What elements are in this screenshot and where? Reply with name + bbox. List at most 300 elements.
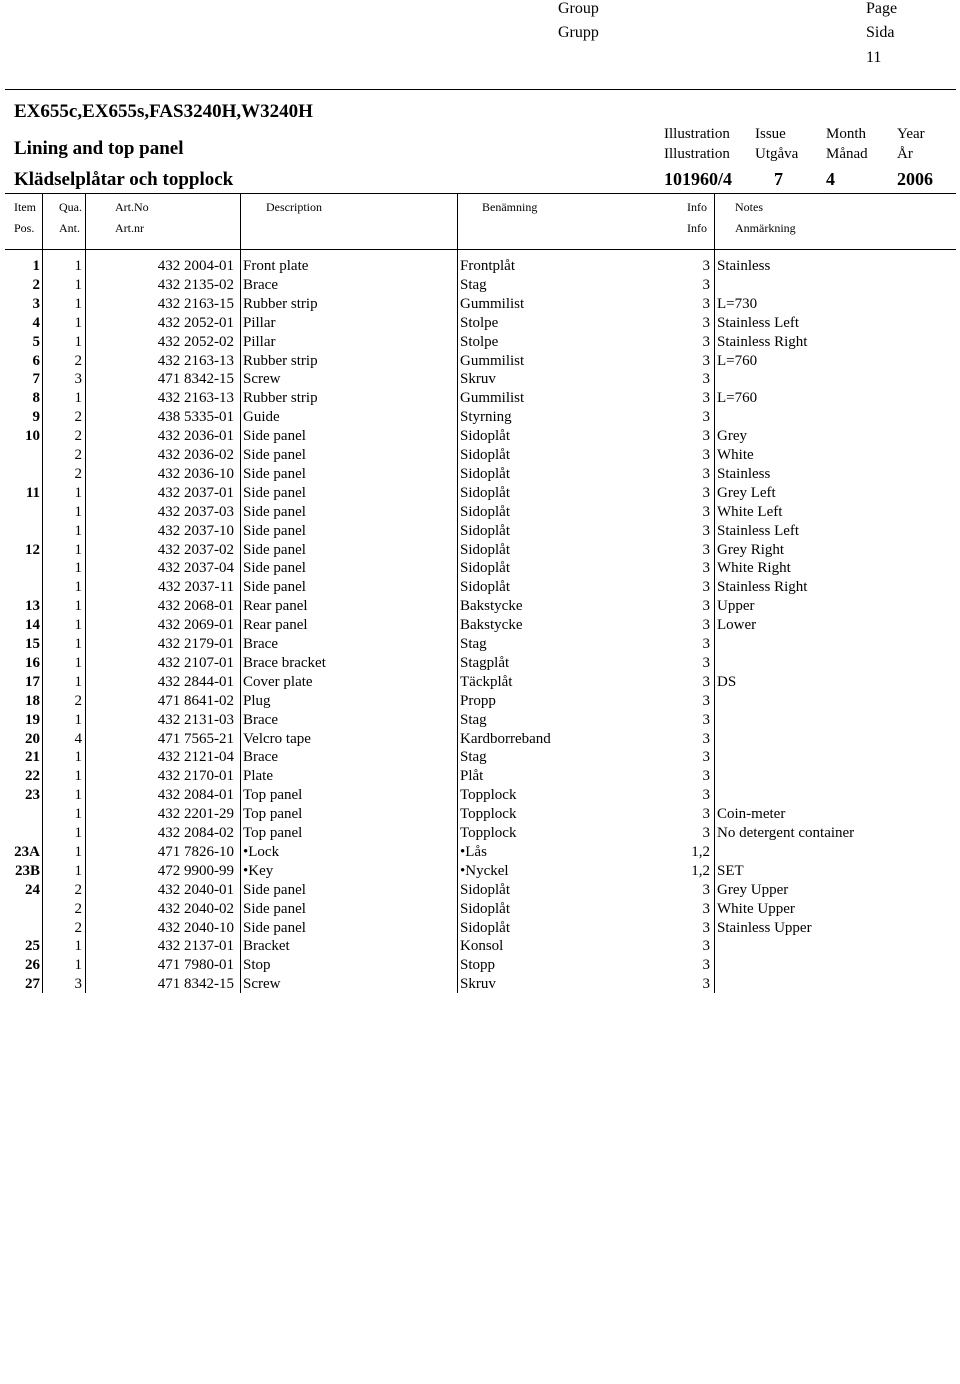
benamning-cell: Sidoplåt <box>460 503 511 520</box>
benamning-cell: Frontplåt <box>460 258 515 274</box>
notes-cell: White Left <box>717 503 783 520</box>
issue-value: 7 <box>774 169 783 189</box>
info-cell: 3 <box>702 938 710 955</box>
group-label-sv: Grupp <box>558 24 599 41</box>
article-number-cell: 432 2004-01 <box>157 258 234 274</box>
title-swedish: Klädselplåtar och topplock <box>14 169 234 190</box>
article-number-cell: 471 8641-02 <box>157 692 234 709</box>
description-cell: Top panel <box>243 806 303 823</box>
position-cell: 20 <box>25 730 40 747</box>
article-number-cell: 432 2084-02 <box>157 825 234 841</box>
description-cell: Side panel <box>243 541 306 558</box>
description-cell: Rubber strip <box>243 390 318 407</box>
page-label-sv: Sida <box>866 24 895 41</box>
table-row <box>0 333 960 352</box>
model-list: EX655c,EX655s,FAS3240H,W3240H <box>14 101 313 122</box>
quantity-cell: 1 <box>74 825 82 841</box>
article-number-cell: 438 5335-01 <box>157 409 234 426</box>
position-cell: 17 <box>25 673 40 690</box>
notes-cell: Stainless Right <box>717 579 808 596</box>
benamning-cell: Gummilist <box>460 390 525 407</box>
benamning-cell: Stolpe <box>460 314 499 331</box>
benamning-cell: Sidoplåt <box>460 447 511 463</box>
benamning-cell: Skruv <box>460 976 496 993</box>
notes-cell: Stainless Upper <box>717 919 812 936</box>
position-cell: 4 <box>32 314 40 331</box>
table-row <box>0 711 960 730</box>
position-cell: 16 <box>25 654 40 671</box>
quantity-cell: 1 <box>74 768 82 785</box>
description-cell: Pillar <box>243 314 276 331</box>
quantity-cell: 3 <box>74 371 82 388</box>
issue-label: Issue <box>755 126 786 142</box>
article-number-cell: 432 2037-04 <box>157 560 234 577</box>
info-cell: 3 <box>702 617 710 634</box>
article-number-cell: 432 2163-13 <box>157 390 234 407</box>
quantity-cell: 1 <box>74 522 82 539</box>
article-number-cell: 471 7826-10 <box>157 843 234 860</box>
benamning-cell: Sidoplåt <box>460 465 511 482</box>
info-cell: 3 <box>702 768 710 785</box>
article-number-cell: 432 2036-02 <box>157 447 234 463</box>
table-row <box>0 900 960 919</box>
quantity-cell: 1 <box>74 541 82 558</box>
description-cell: Brace <box>243 276 278 293</box>
article-number-cell: 471 8342-15 <box>157 976 234 993</box>
description-cell: •Key <box>243 862 274 879</box>
info-cell: 3 <box>702 503 710 520</box>
quantity-cell: 1 <box>74 749 82 766</box>
header-top-rule <box>5 89 956 90</box>
description-cell: Brace <box>243 636 278 652</box>
article-number-cell: 432 2037-10 <box>157 522 234 539</box>
page-label: Page <box>866 0 898 17</box>
article-number-cell: 432 2037-01 <box>157 484 234 501</box>
quantity-cell: 2 <box>74 428 82 445</box>
benamning-cell: Sidoplåt <box>460 484 511 501</box>
position-cell: 1 <box>32 258 40 274</box>
benamning-cell: Gummilist <box>460 352 525 369</box>
position-cell: 5 <box>32 333 40 350</box>
description-cell: Rubber strip <box>243 295 318 312</box>
info-cell: 3 <box>702 579 710 596</box>
title-english: Lining and top panel <box>14 138 184 159</box>
benamning-cell: Sidoplåt <box>460 900 511 917</box>
benamning-cell: Kardborreband <box>460 730 551 747</box>
article-number-cell: 471 8342-15 <box>157 371 234 388</box>
illustration-label: Illustration <box>664 126 730 142</box>
year-label-sv: År <box>897 146 913 162</box>
benamning-cell: Sidoplåt <box>460 881 511 898</box>
quantity-cell: 1 <box>74 806 82 823</box>
table-row <box>0 843 960 862</box>
quantity-cell: 2 <box>74 881 82 898</box>
info-cell: 3 <box>702 900 710 917</box>
position-cell: 2 <box>32 276 40 293</box>
col-item: Item <box>14 200 36 214</box>
table-row <box>0 975 960 994</box>
table-row <box>0 748 960 767</box>
table-row <box>0 276 960 295</box>
table-row <box>0 881 960 900</box>
quantity-cell: 1 <box>74 276 82 293</box>
table-row <box>0 257 960 276</box>
notes-cell: DS <box>717 673 737 690</box>
position-cell: 21 <box>25 749 40 766</box>
table-row <box>0 956 960 975</box>
group-label: Group <box>558 0 599 17</box>
table-row <box>0 937 960 956</box>
description-cell: Plate <box>243 768 273 785</box>
article-number-cell: 432 2040-02 <box>157 900 234 917</box>
notes-cell: L=730 <box>717 295 758 312</box>
table-row <box>0 597 960 616</box>
article-number-cell: 432 2037-02 <box>157 541 234 558</box>
description-cell: Brace <box>243 749 278 766</box>
info-cell: 3 <box>702 428 710 445</box>
benamning-cell: Sidoplåt <box>460 522 511 539</box>
article-number-cell: 432 2040-10 <box>157 919 234 936</box>
info-cell: 3 <box>702 314 710 331</box>
quantity-cell: 1 <box>74 862 82 879</box>
notes-cell: Grey Upper <box>717 881 789 898</box>
illustration-value: 101960/4 <box>664 169 733 189</box>
article-number-cell: 432 2040-01 <box>157 881 234 898</box>
article-number-cell: 471 7565-21 <box>157 730 234 747</box>
article-number-cell: 432 2131-03 <box>157 711 234 728</box>
description-cell: Front plate <box>243 258 309 274</box>
info-cell: 3 <box>702 692 710 709</box>
article-number-cell: 432 2068-01 <box>157 598 234 615</box>
article-number-cell: 432 2121-04 <box>157 749 234 766</box>
benamning-cell: Topplock <box>460 825 517 841</box>
col-notes-sv: Anmärkning <box>735 221 796 235</box>
benamning-cell: Topplock <box>460 806 517 823</box>
table-row <box>0 484 960 503</box>
info-cell: 3 <box>702 806 710 823</box>
table-row <box>0 654 960 673</box>
table-row <box>0 352 960 371</box>
benamning-cell: Stag <box>460 636 487 652</box>
notes-cell: White <box>717 447 754 463</box>
col-artno: Art.No <box>115 200 149 214</box>
description-cell: Side panel <box>243 428 306 445</box>
quantity-cell: 2 <box>74 447 82 463</box>
table-row <box>0 730 960 749</box>
benamning-cell: Stag <box>460 749 487 766</box>
notes-cell: Stainless Right <box>717 333 808 350</box>
table-row <box>0 692 960 711</box>
article-number-cell: 432 2163-15 <box>157 295 234 312</box>
benamning-cell: Stopp <box>460 957 496 974</box>
description-cell: Side panel <box>243 447 306 463</box>
description-cell: Cover plate <box>243 673 313 690</box>
table-row <box>0 673 960 692</box>
article-number-cell: 432 2084-01 <box>157 787 234 804</box>
description-cell: Top panel <box>243 825 303 841</box>
article-number-cell: 432 2170-01 <box>157 768 234 785</box>
quantity-cell: 1 <box>74 957 82 974</box>
info-cell: 3 <box>702 541 710 558</box>
position-cell: 12 <box>25 541 40 558</box>
info-cell: 1,2 <box>691 843 710 860</box>
quantity-cell: 1 <box>74 484 82 501</box>
quantity-cell: 1 <box>74 636 82 652</box>
title-bottom-rule <box>5 193 956 194</box>
position-cell: 8 <box>32 390 40 407</box>
quantity-cell: 4 <box>74 730 82 747</box>
description-cell: Side panel <box>243 579 306 596</box>
position-cell: 9 <box>32 409 40 426</box>
quantity-cell: 1 <box>74 938 82 955</box>
notes-cell: Grey Right <box>717 541 785 558</box>
col-ant: Ant. <box>59 221 80 235</box>
month-label-sv: Månad <box>826 146 868 162</box>
info-cell: 3 <box>702 465 710 482</box>
description-cell: Side panel <box>243 919 306 936</box>
info-cell: 3 <box>702 352 710 369</box>
description-cell: Top panel <box>243 787 303 804</box>
table-row <box>0 578 960 597</box>
quantity-cell: 2 <box>74 352 82 369</box>
table-row <box>0 370 960 389</box>
benamning-cell: Stagplåt <box>460 654 510 671</box>
table-row <box>0 616 960 635</box>
position-cell: 23B <box>14 862 40 879</box>
col-info: Info <box>687 200 707 214</box>
benamning-cell: Propp <box>460 692 496 709</box>
description-cell: Rear panel <box>243 598 308 615</box>
notes-cell: Stainless Left <box>717 314 800 331</box>
quantity-cell: 1 <box>74 654 82 671</box>
col-qua: Qua. <box>59 200 82 214</box>
info-cell: 3 <box>702 560 710 577</box>
notes-cell: Stainless <box>717 465 771 482</box>
info-cell: 3 <box>702 333 710 350</box>
quantity-cell: 2 <box>74 900 82 917</box>
table-row <box>0 427 960 446</box>
table-row <box>0 786 960 805</box>
quantity-cell: 1 <box>74 333 82 350</box>
position-cell: 25 <box>25 938 40 955</box>
info-cell: 3 <box>702 409 710 426</box>
info-cell: 3 <box>702 787 710 804</box>
description-cell: Side panel <box>243 465 306 482</box>
quantity-cell: 1 <box>74 258 82 274</box>
quantity-cell: 1 <box>74 617 82 634</box>
benamning-cell: Stag <box>460 711 487 728</box>
quantity-cell: 1 <box>74 711 82 728</box>
description-cell: Side panel <box>243 503 306 520</box>
benamning-cell: Sidoplåt <box>460 579 511 596</box>
month-value: 4 <box>826 169 835 189</box>
table-row <box>0 541 960 560</box>
quantity-cell: 1 <box>74 295 82 312</box>
quantity-cell: 1 <box>74 598 82 615</box>
info-cell: 3 <box>702 484 710 501</box>
description-cell: Brace bracket <box>243 654 326 671</box>
benamning-cell: Sidoplåt <box>460 541 511 558</box>
year-label: Year <box>897 126 925 142</box>
info-cell: 3 <box>702 730 710 747</box>
quantity-cell: 2 <box>74 465 82 482</box>
info-cell: 3 <box>702 258 710 274</box>
description-cell: Velcro tape <box>243 730 311 747</box>
benamning-cell: •Lås <box>460 843 487 860</box>
article-number-cell: 432 2201-29 <box>157 806 234 823</box>
benamning-cell: Bakstycke <box>460 598 523 615</box>
quantity-cell: 1 <box>74 843 82 860</box>
description-cell: Guide <box>243 409 280 426</box>
notes-cell: No detergent container <box>717 825 855 841</box>
col-description: Description <box>266 200 322 214</box>
description-cell: Stop <box>243 957 271 974</box>
benamning-cell: Konsol <box>460 938 504 955</box>
position-cell: 15 <box>25 636 40 652</box>
quantity-cell: 1 <box>74 314 82 331</box>
col-benamning: Benämning <box>482 200 538 214</box>
benamning-cell: Stag <box>460 276 487 293</box>
notes-cell: White Upper <box>717 900 795 917</box>
position-cell: 22 <box>25 768 40 785</box>
col-notes: Notes <box>735 200 763 214</box>
table-row <box>0 465 960 484</box>
article-number-cell: 432 2107-01 <box>157 654 234 671</box>
table-row <box>0 446 960 465</box>
article-number-cell: 432 2052-02 <box>157 333 234 350</box>
description-cell: Pillar <box>243 333 276 350</box>
position-cell: 14 <box>25 617 40 634</box>
notes-cell: White Right <box>717 560 791 577</box>
position-cell: 18 <box>25 692 40 709</box>
table-row <box>0 767 960 786</box>
quantity-cell: 1 <box>74 673 82 690</box>
info-cell: 3 <box>702 825 710 841</box>
info-cell: 3 <box>702 276 710 293</box>
info-cell: 3 <box>702 957 710 974</box>
position-cell: 27 <box>25 976 40 993</box>
position-cell: 7 <box>32 371 40 388</box>
position-cell: 23 <box>25 787 40 804</box>
description-cell: •Lock <box>243 843 280 860</box>
description-cell: Bracket <box>243 938 290 955</box>
position-cell: 24 <box>25 881 40 898</box>
quantity-cell: 1 <box>74 579 82 596</box>
article-number-cell: 432 2036-01 <box>157 428 234 445</box>
benamning-cell: Gummilist <box>460 295 525 312</box>
info-cell: 1,2 <box>691 862 710 879</box>
notes-cell: L=760 <box>717 352 758 369</box>
column-header-bottom-rule <box>5 249 956 250</box>
notes-cell: L=760 <box>717 390 758 407</box>
quantity-cell: 1 <box>74 390 82 407</box>
info-cell: 3 <box>702 295 710 312</box>
table-row <box>0 805 960 824</box>
benamning-cell: Styrning <box>460 409 512 426</box>
benamning-cell: Topplock <box>460 787 517 804</box>
position-cell: 11 <box>25 484 40 501</box>
quantity-cell: 3 <box>74 976 82 993</box>
position-cell: 23A <box>14 843 40 860</box>
position-cell: 19 <box>25 711 40 728</box>
month-label: Month <box>826 126 867 142</box>
position-cell: 26 <box>25 957 40 974</box>
article-number-cell: 432 2037-03 <box>157 503 234 520</box>
info-cell: 3 <box>702 919 710 936</box>
info-cell: 3 <box>702 711 710 728</box>
notes-cell: Grey <box>717 428 747 445</box>
description-cell: Side panel <box>243 522 306 539</box>
benamning-cell: Täckplåt <box>460 673 513 690</box>
info-cell: 3 <box>702 522 710 539</box>
article-number-cell: 432 2179-01 <box>157 636 234 652</box>
info-cell: 3 <box>702 447 710 463</box>
table-row <box>0 559 960 578</box>
info-cell: 3 <box>702 390 710 407</box>
article-number-cell: 432 2069-01 <box>157 617 234 634</box>
quantity-cell: 2 <box>74 919 82 936</box>
table-row <box>0 314 960 333</box>
article-number-cell: 432 2037-11 <box>158 579 234 596</box>
info-cell: 3 <box>702 598 710 615</box>
description-cell: Plug <box>243 692 271 709</box>
table-row <box>0 408 960 427</box>
col-artnr: Art.nr <box>115 221 144 235</box>
benamning-cell: Skruv <box>460 371 496 388</box>
quantity-cell: 1 <box>74 787 82 804</box>
description-cell: Side panel <box>243 560 306 577</box>
table-row <box>0 919 960 938</box>
article-number-cell: 471 7980-01 <box>157 957 234 974</box>
benamning-cell: Sidoplåt <box>460 428 511 445</box>
description-cell: Side panel <box>243 881 306 898</box>
info-cell: 3 <box>702 636 710 652</box>
quantity-cell: 2 <box>74 409 82 426</box>
info-cell: 3 <box>702 371 710 388</box>
description-cell: Brace <box>243 711 278 728</box>
notes-cell: Grey Left <box>717 484 776 501</box>
col-pos: Pos. <box>14 221 35 235</box>
info-cell: 3 <box>702 673 710 690</box>
quantity-cell: 2 <box>74 692 82 709</box>
description-cell: Rubber strip <box>243 352 318 369</box>
table-row <box>0 635 960 654</box>
article-number-cell: 432 2036-10 <box>157 465 234 482</box>
position-cell: 6 <box>32 352 40 369</box>
article-number-cell: 432 2137-01 <box>157 938 234 955</box>
table-row <box>0 824 960 843</box>
table-row <box>0 295 960 314</box>
description-cell: Rear panel <box>243 617 308 634</box>
info-cell: 3 <box>702 654 710 671</box>
table-row <box>0 862 960 881</box>
quantity-cell: 1 <box>74 503 82 520</box>
position-cell: 3 <box>32 295 40 312</box>
notes-cell: Coin-meter <box>717 806 786 823</box>
info-cell: 3 <box>702 881 710 898</box>
article-number-cell: 432 2052-01 <box>157 314 234 331</box>
table-row <box>0 503 960 522</box>
benamning-cell: Sidoplåt <box>460 919 511 936</box>
description-cell: Side panel <box>243 900 306 917</box>
benamning-cell: Plåt <box>460 768 484 785</box>
description-cell: Screw <box>243 371 281 388</box>
notes-cell: Stainless <box>717 258 771 274</box>
illustration-label-sv: Illustration <box>664 146 730 162</box>
benamning-cell: Stolpe <box>460 333 499 350</box>
col-info-sv: Info <box>687 221 707 235</box>
article-number-cell: 432 2163-13 <box>157 352 234 369</box>
